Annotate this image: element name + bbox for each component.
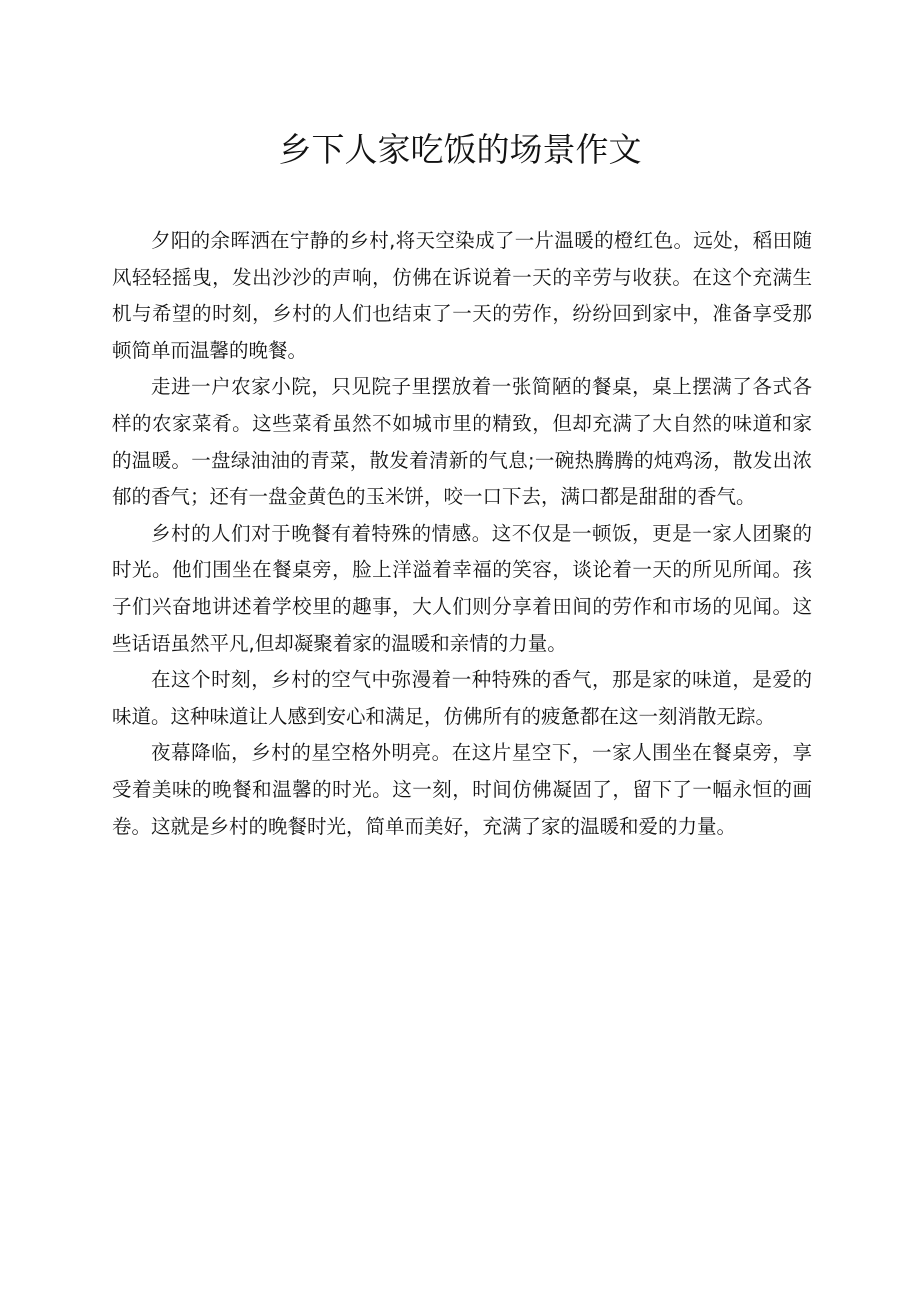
paragraph: 夕阳的余晖洒在宁静的乡村,将天空染成了一片温暖的橙红色。远处，稻田随风轻轻摇曳，发出沙沙的声响，仿佛在诉说着一天的辛劳与收获。在这个充满生机与希望的时刻，乡村的人们也结束了一天的劳作，纷纷回到家中，准备享受那顿简单而温馨的晚餐。 [112,229,812,362]
paragraph: 在这个时刻，乡村的空气中弥漫着一种特殊的香气，那是家的味道，是爱的味道。这种味道让人感到安心和满足，仿佛所有的疲惫都在这一刻消散无踪。 [112,668,812,728]
document-body [112,223,812,845]
paragraph: 夜幕降临，乡村的星空格外明亮。在这片星空下，一家人围坐在餐桌旁，享受着美味的晚餐和温馨的时光。这一刻，时间仿佛凝固了，留下了一幅永恒的画卷。这就是乡村的晚餐时光，简单而美好，充满了家的温暖和爱的力量。 [112,741,812,838]
document-title: 乡下人家吃饭的场景作文 [278,130,642,169]
paragraph: 乡村的人们对于晚餐有着特殊的情感。这不仅是一顿饭，更是一家人团聚的时光。他们围坐在餐桌旁，脸上洋溢着幸福的笑容，谈论着一天的所见所闻。孩子们兴奋地讲述着学校里的趣事，大人们则分享着田间的劳作和市场的见闻。这些话语虽然平凡,但却凝聚着家的温暖和亲情的力量。 [112,521,812,655]
paragraph: 走进一户农家小院，只见院子里摆放着一张简陋的餐桌，桌上摆满了各式各样的农家菜肴。这些菜肴虽然不如城市里的精致，但却充满了大自然的味道和家的温暖。一盘绿油油的青菜，散发着清新的气息;一碗热腾腾的炖鸡汤，散发出浓郁的香气；还有一盘金黄色的玉米饼，咬一口下去，满口都是甜甜的香气。 [112,375,812,509]
